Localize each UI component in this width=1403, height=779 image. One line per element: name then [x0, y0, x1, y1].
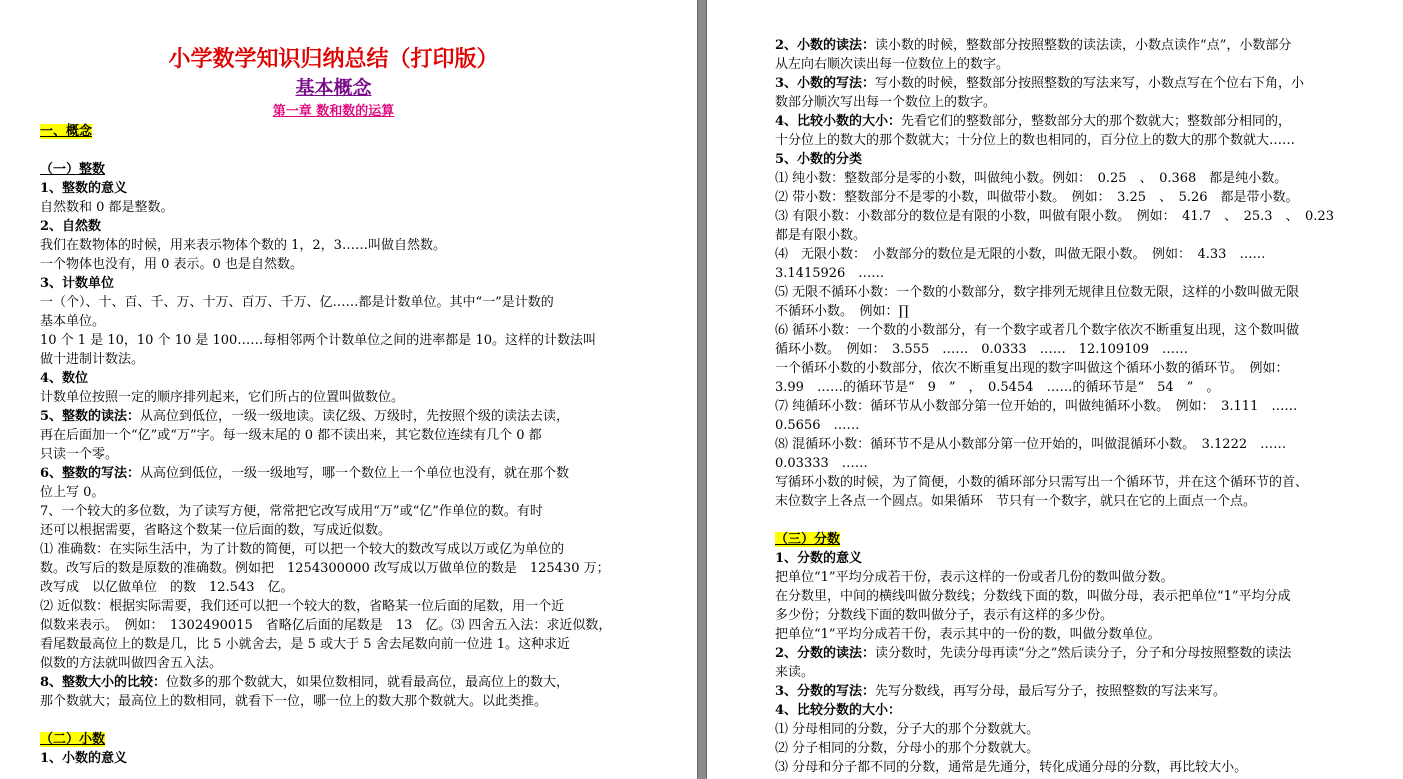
text-line: ⑵ 带小数：整数部分不是零的小数，叫做带小数。 例如： 3.25 、 5.26 都是带小数。: [775, 190, 1299, 205]
chapter-heading: 第一章 数和数的运算: [272, 104, 395, 119]
text-line: 看尾数最高位上的数是几，比 5 小就舍去，是 5 或大于 5 舍去尾数向前一位进 1。这种求近: [40, 637, 571, 652]
text-line: 3、计数单位: [40, 276, 115, 291]
text-line: 那个数就大；最高位上的数相同，就看下一位，哪一位上的数大那个数就大。以此类推。: [40, 694, 548, 709]
text-line: ⑴ 纯小数：整数部分是零的小数，叫做纯小数。例如： 0.25 、 0.368 都是纯小数。: [775, 171, 1288, 186]
text-line: ⑵ 分子相同的分数，分母小的那个分数就大。: [775, 741, 1040, 756]
document-title: 小学数学知识归纳总结（打印版）: [168, 46, 499, 72]
text-line: 都是有限小数。: [775, 228, 867, 243]
text-line: 从左向右顺次读出每一位数位上的数字。: [775, 57, 1010, 72]
text-line: 3、小数的写法：写小数的时候，整数部分按照整数的写法来写，小数点写在个位右下角，小: [775, 76, 1305, 91]
text-line: 5、小数的分类: [775, 152, 863, 167]
text-line: 似数来表示。 例如： 1302490015 省略亿后面的尾数是 13 亿。⑶ 四舍五入法：求近似数，: [40, 618, 612, 633]
subsection-heading-fractions: （三）分数: [775, 532, 841, 547]
text-line: ⑻ 混循环小数：循环节不是从小数部分第一位开始的，叫做混循环小数。 3.1222 ……: [775, 437, 1287, 452]
text-line: 1、整数的意义: [40, 181, 128, 196]
text-line: 2、小数的读法：读小数的时候，整数部分按照整数的读法读，小数点读作“点”，小数部分: [775, 38, 1292, 53]
text-line: 一个循环小数的小数部分，依次不断重复出现的数字叫做这个循环小数的循环节。 例如：: [775, 361, 1289, 376]
text-line: ⑹ 循环小数：一个数的小数部分，有一个数字或者几个数字依次不断重复出现，这个数叫做: [775, 323, 1300, 338]
section-heading: 一、概念: [40, 124, 93, 139]
text-line: 5、整数的读法：从高位到低位，一级一级地读。读亿级、万级时，先按照个级的读法去读，: [40, 409, 570, 424]
text-line: 不循环小数。 例如：∏: [775, 304, 909, 319]
text-line: 10 个 1 是 10，10 个 10 是 100……每相邻两个计数单位之间的进率都是 10。这样的计数法叫: [40, 333, 596, 348]
text-line: 数。改写后的数是原数的准确数。例如把 1254300000 改写成以万做单位的数是 125430 万；: [40, 561, 610, 576]
text-line: ⑴ 准确数：在实际生活中，为了计数的简便，可以把一个较大的数改写成以万或亿为单位的: [40, 542, 565, 557]
text-line: 来读。: [775, 665, 815, 680]
text-line: 3.1415926 ……: [775, 266, 885, 281]
text-line: 2、自然数: [40, 219, 102, 234]
text-line: 7、一个较大的多位数，为了读写方便，常常把它改写成用“万”或“亿”作单位的数。有时: [40, 504, 543, 519]
text-line: 写循环小数的时候，为了简便，小数的循环部分只需写出一个循环节，并在这个循环节的首、: [775, 475, 1309, 490]
text-line: 循环小数。 例如： 3.555 …… 0.0333 …… 12.109109 ……: [775, 342, 1189, 357]
text-line: 6、整数的写法：从高位到低位，一级一级地写，哪一个数位上一个单位也没有，就在那个数: [40, 466, 570, 481]
text-line: 在分数里，中间的横线叫做分数线；分数线下面的数，叫做分母，表示把单位“1”平均分成: [775, 589, 1291, 604]
right-page: [707, 0, 1403, 779]
text-line: 8、整数大小的比较：位数多的那个数就大，如果位数相同，就看最高位，最高位上的数大，: [40, 675, 570, 690]
text-line: 做十进制计数法。: [40, 352, 145, 367]
text-line: 似数的方法就叫做四舍五入法。: [40, 656, 223, 671]
text-line: 只读一个零。: [40, 447, 119, 462]
text-line: 再在后面加一个“亿”或“万”字。每一级末尾的 0 都不读出来，其它数位连续有几个 0 都: [40, 428, 542, 443]
subsection-heading-decimals: （二）小数: [40, 732, 106, 747]
text-line: 3、分数的写法：先写分数线，再写分母，最后写分子，按照整数的写法来写。: [775, 684, 1227, 699]
paragraph-heading: 1、小数的意义: [40, 751, 128, 766]
text-line: 2、分数的读法：读分数时，先读分母再读“分之”然后读分子，分子和分母按照整数的读法: [775, 646, 1292, 661]
text-line: 我们在数物体的时候，用来表示物体个数的 1，2，3……叫做自然数。: [40, 238, 446, 253]
left-page: [0, 0, 697, 779]
text-line: 一（个）、十、百、千、万、十万、百万、千万、亿……都是计数单位。其中“一”是计数的: [40, 295, 554, 310]
text-line: ⑷ 无限小数： 小数部分的数位是无限的小数，叫做无限小数。 例如： 4.33 ……: [775, 247, 1266, 262]
text-line: 基本单位。: [40, 314, 106, 329]
subsection-heading: （一）整数: [40, 162, 106, 177]
text-line: 计数单位按照一定的顺序排列起来，它们所占的位置叫做数位。: [40, 390, 405, 405]
text-line: 还可以根据需要，省略这个数某一位后面的数，写成近似数。: [40, 523, 392, 538]
text-line: 数部分顺次写出每一个数位上的数字。: [775, 95, 997, 110]
text-line: 0.03333 ……: [775, 456, 868, 471]
page-gutter: [697, 0, 707, 779]
text-line: 3.99 ……的循环节是“ 9 ” ， 0.5454 ……的循环节是“ 54 ” 。: [775, 380, 1220, 395]
text-line: 十分位上的数大的那个数就大；十分位上的数也相同的，百分位上的数大的那个数就大……: [775, 133, 1296, 148]
text-line: 4、比较分数的大小：: [775, 703, 902, 718]
text-line: 1、分数的意义: [775, 551, 863, 566]
right-body-decimals: [775, 36, 1363, 511]
text-line: 自然数和 0 都是整数。: [40, 200, 174, 215]
text-line: 4、数位: [40, 371, 89, 386]
right-body-fractions: [775, 549, 1363, 777]
text-line: ⑴ 分母相同的分数，分子大的那个分数就大。: [775, 722, 1040, 737]
text-line: 4、比较小数的大小：先看它们的整数部分，整数部分大的那个数就大；整数部分相同的，: [775, 114, 1292, 129]
text-line: 一个物体也没有，用 0 表示。0 也是自然数。: [40, 257, 303, 272]
text-line: ⑵ 近似数：根据实际需要，我们还可以把一个较大的数，省略某一位后面的尾数，用一个近: [40, 599, 565, 614]
text-line: 位上写 0。: [40, 485, 105, 500]
text-line: 多少份；分数线下面的数叫做分子，表示有这样的多少份。: [775, 608, 1114, 623]
text-line: 末位数字上各点一个圆点。如果循环 节只有一个数字，就只在它的上面点一个点。: [775, 494, 1257, 509]
text-line: 改写成 以亿做单位 的数 12.543 亿。: [40, 580, 294, 595]
text-line: ⑶ 分母和分子都不同的分数，通常是先通分，转化成通分母的分数，再比较大小。: [775, 760, 1248, 775]
left-body: [40, 179, 627, 711]
document-subtitle: 基本概念: [295, 77, 372, 99]
text-line: 0.5656 ……: [775, 418, 860, 433]
text-line: 把单位“1”平均分成若干份，表示这样的一份或者几份的数叫做分数。: [775, 570, 1174, 585]
text-line: ⑶ 有限小数：小数部分的数位是有限的小数，叫做有限小数。 例如： 41.7 、 25.3 、 0.23: [775, 209, 1334, 224]
text-line: ⑺ 纯循环小数：循环节从小数部分第一位开始的，叫做纯循环小数。 例如： 3.111 ……: [775, 399, 1298, 414]
text-line: ⑸ 无限不循环小数：一个数的小数部分，数字排列无规律且位数无限，这样的小数叫做无限: [775, 285, 1300, 300]
text-line: 把单位“1”平均分成若干份，表示其中的一份的数，叫做分数单位。: [775, 627, 1161, 642]
